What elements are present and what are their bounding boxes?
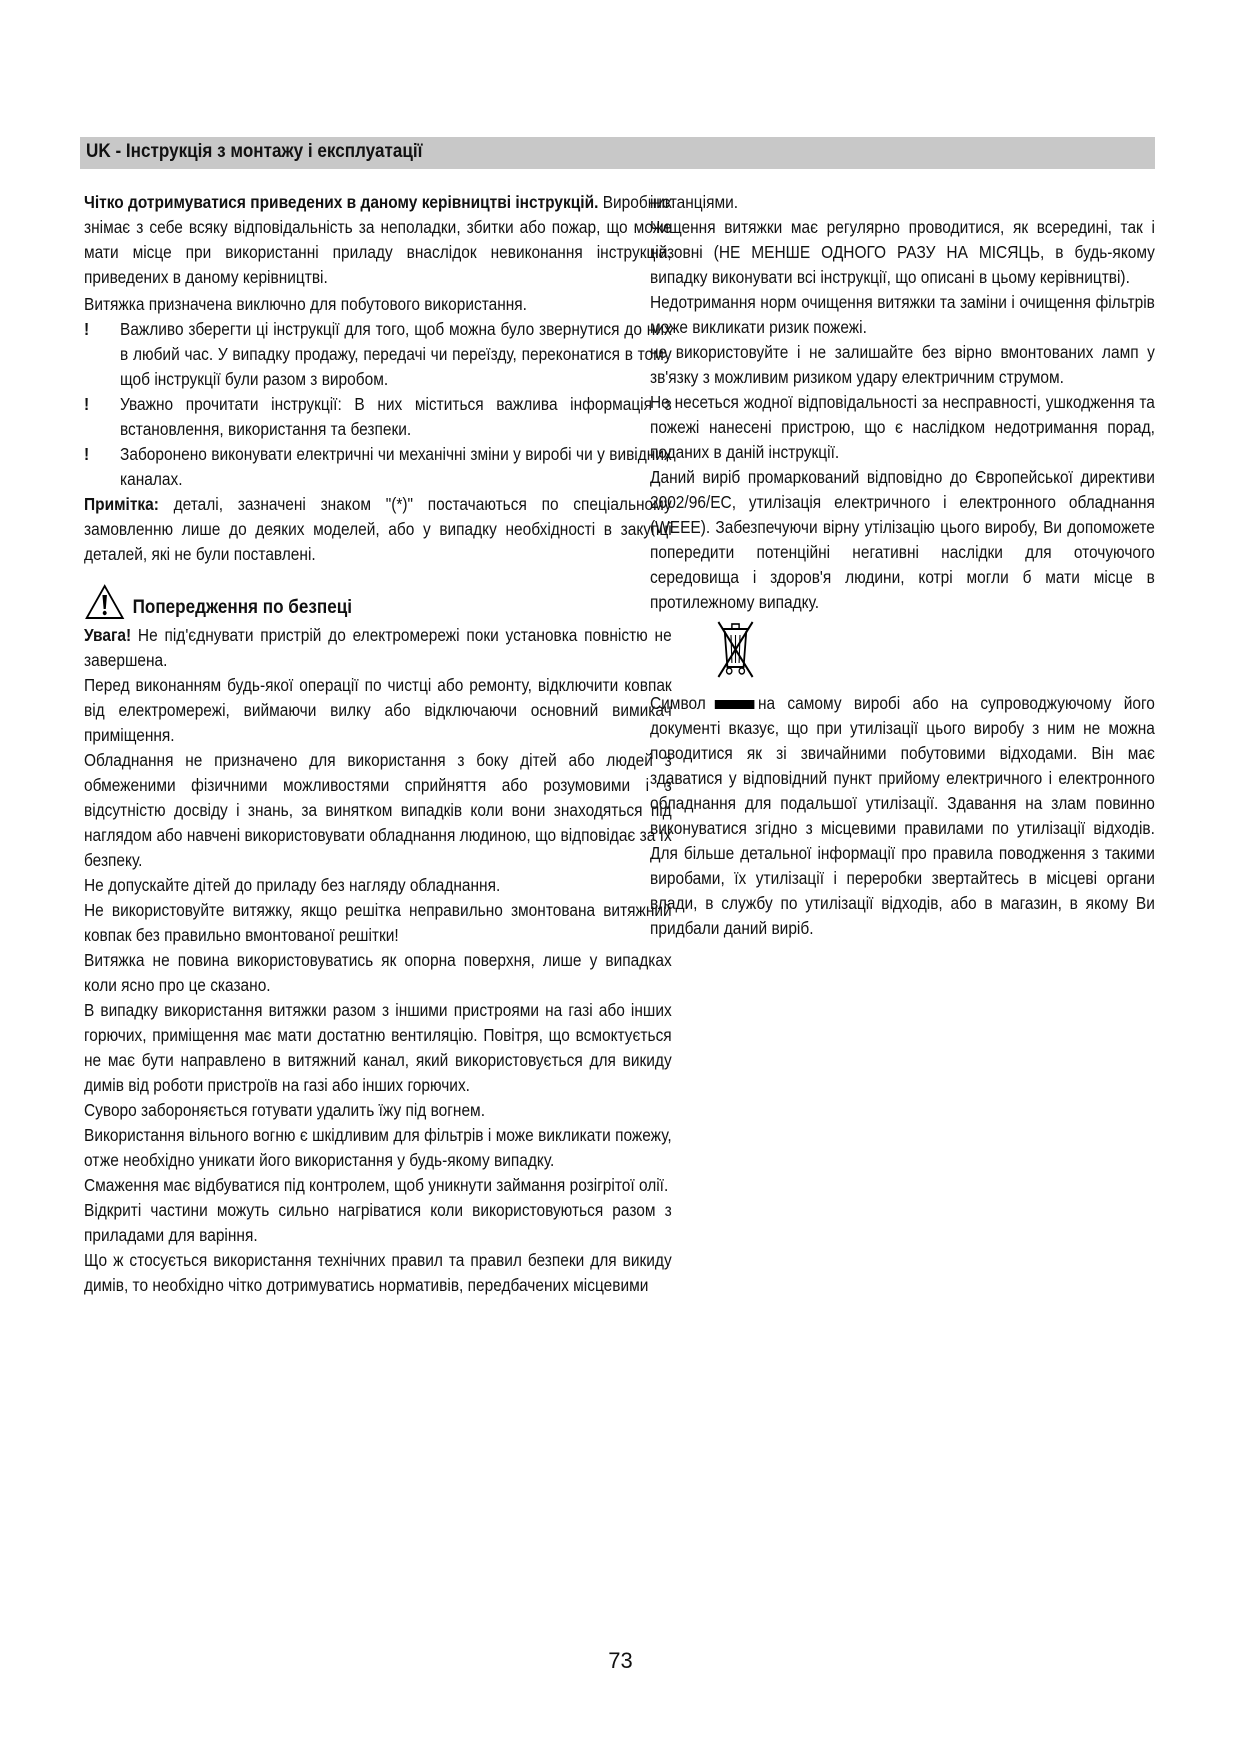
paragraph: Даний виріб промаркований відповідно до Європейської директиви 2002/96/EC, утилізація електричного і електронного обладнання (WEEE). Забезпечуючи вірну утілізацію цього виробу, Ви допоможете попередити потенційні негативні наслідки для оточуючого середовища і здоров'я людини, котрі могли б мати місце в протилежному випадку. xyxy=(650,467,1155,612)
paragraph: Не використовуйте витяжку, якщо решітка неправильно змонтована витяжний ковпак без правильно вмонтованої решітки! xyxy=(84,900,672,945)
note-paragraph xyxy=(84,492,672,567)
intro-paragraph xyxy=(84,190,672,290)
left-column xyxy=(84,190,672,1298)
paragraph: Суворо забороняється готувати удалить їжу під вогнем. xyxy=(84,1100,485,1120)
black-bar-symbol-icon xyxy=(715,700,755,709)
warning-triangle-icon xyxy=(84,583,125,621)
purpose-paragraph: Витяжка призначена виключно для побутового використання. xyxy=(84,294,527,314)
paragraph: Обладнання не призначено для використання з боку дітей або людей з обмеженими фізичними можливостями сприйняття або розумовими і з відсутністю досвіду і знань, за винятком випадків коли вони знаходяться під наглядом або навчені використовувати обладнання людиною, що відповідає за їх безпеку. xyxy=(84,750,672,870)
paragraph: Чищення витяжки має регулярно проводитися, як всередині, так і назовні (НЕ МЕНШЕ ОДНОГО РАЗУ НА МІСЯЦЬ, в будь-якому випадку виконувати всі інструкції, що описані в цьому керівництві). xyxy=(650,217,1155,287)
symbol-text: на самому виробі або на супроводжуючому його документі вказує, що при утилізації цього виробу з ним не можна поводитися як зі звичайними побутовими відходами. Він має здаватися у відповідний пункт прийому електричного і електронного обладнання для подальшої утилізації. Здавання на злам повинно виконуватися згідно з місцевими правилами по утилізації відходів. Для більше детальної інформації про правила поводження з такими виробами, їх утилізації і переробки звертайтесь в місцеві органи влади, в службу по утилізації відходів, або в магазин, в якому Ви придбали даний виріб. xyxy=(650,693,1155,938)
note-label: Примітка: xyxy=(84,494,159,514)
warning-item xyxy=(84,317,672,392)
note-text: деталі, зазначені знаком "(*)" постачаються по спеціальному замовленню лише до деяких моделей, або у випадку необхідності в закупці деталей, які не були поставлені. xyxy=(84,494,672,564)
attention-paragraph xyxy=(84,623,672,673)
paragraph: В випадку використання витяжки разом з іншими пристроями на газі або інших горючих, приміщення має мати достатню вентиляцію. Повітря, що всмоктується не має бути направлено в витяжний канал, який використовується для викиду димів від роботи пристроїв на газі або інших горючих. xyxy=(84,1000,672,1095)
exclamation-icon: ! xyxy=(84,394,90,414)
exclamation-icon: ! xyxy=(84,319,90,339)
paragraph: Відкриті частини можуть сильно нагріватися коли використовуються разом з приладами для варіння. xyxy=(84,1200,672,1245)
warning-text: Заборонено виконувати електричні чи механічні зміни у виробі чи у вивідних каналах. xyxy=(120,444,672,489)
symbol-word: Символ xyxy=(650,693,706,713)
symbol-paragraph xyxy=(650,691,1155,941)
paragraph: Недотримання норм очищення витяжки та заміни і очищення фільтрів може викликати ризик пожежі. xyxy=(650,292,1155,337)
paragraph: Не допускайте дітей до приладу без нагляду обладнання. xyxy=(84,875,501,895)
intro-bold: Чітко дотримуватися приведених в даному керівництві інструкцій. xyxy=(84,192,599,212)
paragraph: не використовуйте і не залишайте без вірно вмонтованих ламп у зв'язку з можливим ризиком удару електричним струмом. xyxy=(650,342,1155,387)
intro-text: Виробник знімає з себе всяку відповідальність за неполадки, збитки або пожар, що може мати місце при використанні приладу внаслідок невиконання інструкцій, приведених в даному керівництві. xyxy=(84,192,672,287)
warning-item xyxy=(84,392,672,442)
warning-list xyxy=(84,317,672,492)
warning-text: Важливо зберегти ці інструкції для того, щоб можна було звернутися до них в любий час. У випадку продажу, передачі чи переїзду, переконатися в тому щоб інструкції були разом з виробом. xyxy=(120,319,672,389)
safety-heading xyxy=(84,583,672,621)
paragraph: Витяжка не повина використовуватись як опорна поверхня, лише у випадках коли ясно про це сказано. xyxy=(84,950,672,995)
paragraph: Смаження має відбуватися під контролем, щоб уникнути займання розігрітої олії. xyxy=(84,1175,669,1195)
attention-text: Не під'єднувати пристрій до електромережі поки установка повністю не завершена. xyxy=(84,625,672,670)
crossed-bin-icon xyxy=(716,619,756,681)
warning-text: Уважно прочитати інструкції: В них міститься важлива інформація з встановлення, використання та безпеки. xyxy=(120,394,672,439)
page-number: 73 xyxy=(608,1648,633,1673)
paragraph: Не несеться жодної відповідальності за несправності, ушкодження та пожежі нанесені пристрою, що є наслідком недотримання порад, поданих в даній інструкції. xyxy=(650,392,1155,462)
safety-heading-text: Попередження по безпеці xyxy=(132,597,352,618)
section-title: UK - Інструкція з монтажу і експлуатації xyxy=(86,141,423,162)
warning-item xyxy=(84,442,672,492)
right-column xyxy=(650,190,1155,941)
section-header-bar xyxy=(80,137,1155,169)
paragraph: Перед виконанням будь-якої операції по чистці або ремонту, відключити ковпак від електромережі, виймаючи вилку або відключаючи основний вимикач приміщення. xyxy=(84,675,672,745)
attention-label: Увага! xyxy=(84,625,132,645)
paragraph: Що ж стосується використання технічних правил та правил безпеки для викиду димів, то необхідно чітко дотримуватись нормативів, передбачених місцевими xyxy=(84,1250,672,1295)
paragraph: інстанціями. xyxy=(650,192,739,212)
paragraph: Використання вільного вогню є шкідливим для фільтрів і може викликати пожежу, отже необхідно уникати його використання у будь-якому випадку. xyxy=(84,1125,672,1170)
weee-symbol-area xyxy=(650,619,1155,683)
exclamation-icon: ! xyxy=(84,444,90,464)
